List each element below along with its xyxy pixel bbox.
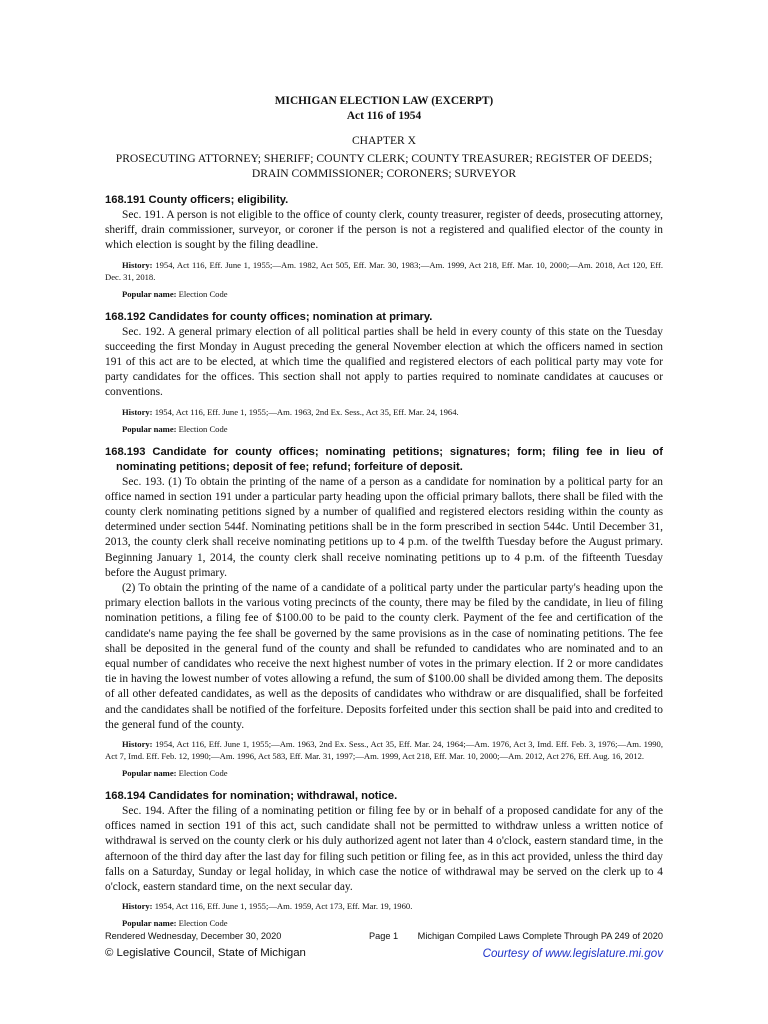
- rendered-date: Rendered Wednesday, December 30, 2020: [105, 931, 282, 941]
- section-paragraph: Sec. 193. (1) To obtain the printing of the name of a person as a candidate for nomination by a political party for an office named in section 191 under a particular party heading upon the official primary ballots, there shall be filed with the county clerk nominating petitions signed by a number of qualified and registered electors residing within the county as determined under section 544f. Nominating petitions shall be in the form prescribed in section 544c. Until December 31, 2013, the county clerk shall receive nominating petitions up to 4 p.m. of the twelfth Tuesday before the August primary. Beginning January 1, 2014, the county clerk shall receive nominating petitions up to 4 p.m. of the fifteenth Tuesday before the August primary.: [105, 475, 663, 579]
- history-text: 1954, Act 116, Eff. June 1, 1955;—Am. 1959, Act 173, Eff. Mar. 19, 1960.: [152, 901, 413, 912]
- chapter-title: PROSECUTING ATTORNEY; SHERIFF; COUNTY CLERK; COUNTY TREASURER; REGISTER OF DEEDS; DRAIN COMMISSIONER; CORONERS; SURVEYOR: [115, 152, 653, 180]
- popular-name-label: Popular name:: [122, 423, 177, 434]
- courtesy-link[interactable]: Courtesy of www.legislature.mi.gov: [482, 947, 663, 960]
- section-heading: 168.191 County officers; eligibility.: [105, 194, 289, 206]
- copyright-notice: © Legislative Council, State of Michigan: [105, 947, 306, 959]
- compiled-through: Michigan Compiled Laws Complete Through PA 249 of 2020: [417, 931, 663, 941]
- section-heading: 168.193 Candidate for county offices; nominating petitions; signatures; form; filing fee in lieu of nominating petitions; deposit of fee; refund; forfeiture of deposit.: [105, 445, 663, 473]
- section-168-191: [105, 193, 663, 300]
- history-label: History:: [122, 259, 153, 270]
- history-text: 1954, Act 116, Eff. June 1, 1955;—Am. 1963, 2nd Ex. Sess., Act 35, Eff. Mar. 24, 1964.: [152, 406, 459, 417]
- popular-name-value: Election Code: [176, 288, 228, 299]
- popular-name: [105, 423, 663, 435]
- page-footer: [105, 926, 663, 966]
- section-paragraph: Sec. 191. A person is not eligible to the office of county clerk, county treasurer, register of deeds, prosecuting attorney, sheriff, drain commissioner, surveyor, or coroner if the person is not a registered and qualified elector of the county in which election is sought by the filing deadline.: [105, 209, 663, 252]
- section-168-192: [105, 310, 663, 435]
- section-paragraph: Sec. 194. After the filing of a nominating petition or filing fee by or in behalf of a proposed candidate for any of the offices named in section 191 of this act, such candidate shall not be permitted to withdraw unless a written notice of withdrawal is served on the county clerk or his duly authorized agent not later than 4 o'clock, eastern standard time, in the afternoon of the third day after the last day for filing such petition or filing fee, as in this act provided, unless the third day falls on a Saturday, Sunday or legal holiday, in which case the notice of withdrawal may be served on the clerk up to 4 o'clock, eastern standard time, on the next secular day.: [105, 805, 663, 894]
- history-label: History:: [122, 901, 153, 912]
- popular-name-value: Election Code: [176, 423, 228, 434]
- history-note: [105, 738, 663, 762]
- popular-name-label: Popular name:: [122, 918, 177, 929]
- section-paragraph: Sec. 192. A general primary election of all political parties shall be held in every county of this state on the Tuesday succeeding the first Monday in August preceding the general November election at which the officers named in section 191 of this act are to be elected, at which time the qualified and registered electors of each political party may vote for party candidates for the offices. This section shall not apply to parties required to nominate candidates at caucuses or conventions.: [105, 325, 663, 399]
- history-note: [105, 259, 663, 283]
- history-label: History:: [122, 739, 153, 750]
- document-title: MICHIGAN ELECTION LAW (EXCERPT): [274, 95, 494, 107]
- section-paragraph: (2) To obtain the printing of the name of a candidate of a political party under the particular party's heading upon the primary election ballots in the various voting precincts of the county, there may be filed by the candidate, in lieu of filing nomination petitions, a filing fee of $100.00 to be paid to the county clerk. Payment of the fee and certification of the candidate's name paying the fee shall be governed by the same provisions as in the case of nominating petitions. The fee shall be deposited in the general fund of the county and shall be refunded to candidates who are nominated and to an equal number of candidates who receive the next highest number of votes in the primary election. If 2 or more candidates tie in having the lowest number of votes allowing a refund, the sum of $100.00 shall be divided among them. The deposits of all other defeated candidates, as well as the deposits of candidates who withdraw or are disqualified, shall be forfeited and the candidates shall be notified of the forfeiture. Deposits forfeited under this section shall be paid into and credited to the general fund of the county.: [105, 582, 663, 731]
- section-heading: 168.194 Candidates for nomination; withdrawal, notice.: [105, 790, 398, 803]
- popular-name-value: Election Code: [176, 918, 228, 929]
- history-note: [105, 406, 663, 418]
- history-text: 1954, Act 116, Eff. June 1, 1955;—Am. 1963, 2nd Ex. Sess., Act 35, Eff. Mar. 24, 1964;—Am. 1976, Act 3, Imd. Eff. Feb. 3, 1976;—Am. 1990, Act 7, Imd. Eff. Feb. 12, 1990;—Am. 1996, Act 583, Eff. Mar. 31, 1997;—Am. 1999, Act 218, Eff. Mar. 10, 2000;—Am. 2012, Act 276, Eff. Aug. 16, 2012.: [105, 739, 663, 762]
- act-number: Act 116 of 1954: [346, 110, 422, 122]
- history-note: [105, 900, 663, 912]
- section-168-193: [105, 445, 663, 779]
- popular-name-label: Popular name:: [122, 288, 177, 299]
- chapter-label: CHAPTER X: [351, 134, 417, 147]
- popular-name: [105, 288, 663, 300]
- history-label: History:: [122, 406, 153, 417]
- history-text: 1954, Act 116, Eff. June 1, 1955;—Am. 1982, Act 505, Eff. Mar. 30, 1983;—Am. 1999, Act 218, Eff. Mar. 10, 2000;—Am. 2018, Act 120, Eff. Dec. 31, 2018.: [105, 259, 663, 282]
- popular-name: [105, 767, 663, 779]
- popular-name-value: Election Code: [176, 768, 228, 779]
- section-168-194: [105, 789, 663, 929]
- section-heading: 168.192 Candidates for county offices; nomination at primary.: [105, 310, 433, 323]
- popular-name-label: Popular name:: [122, 768, 177, 779]
- page-number: Page 1: [369, 931, 399, 941]
- document-page: [105, 94, 663, 929]
